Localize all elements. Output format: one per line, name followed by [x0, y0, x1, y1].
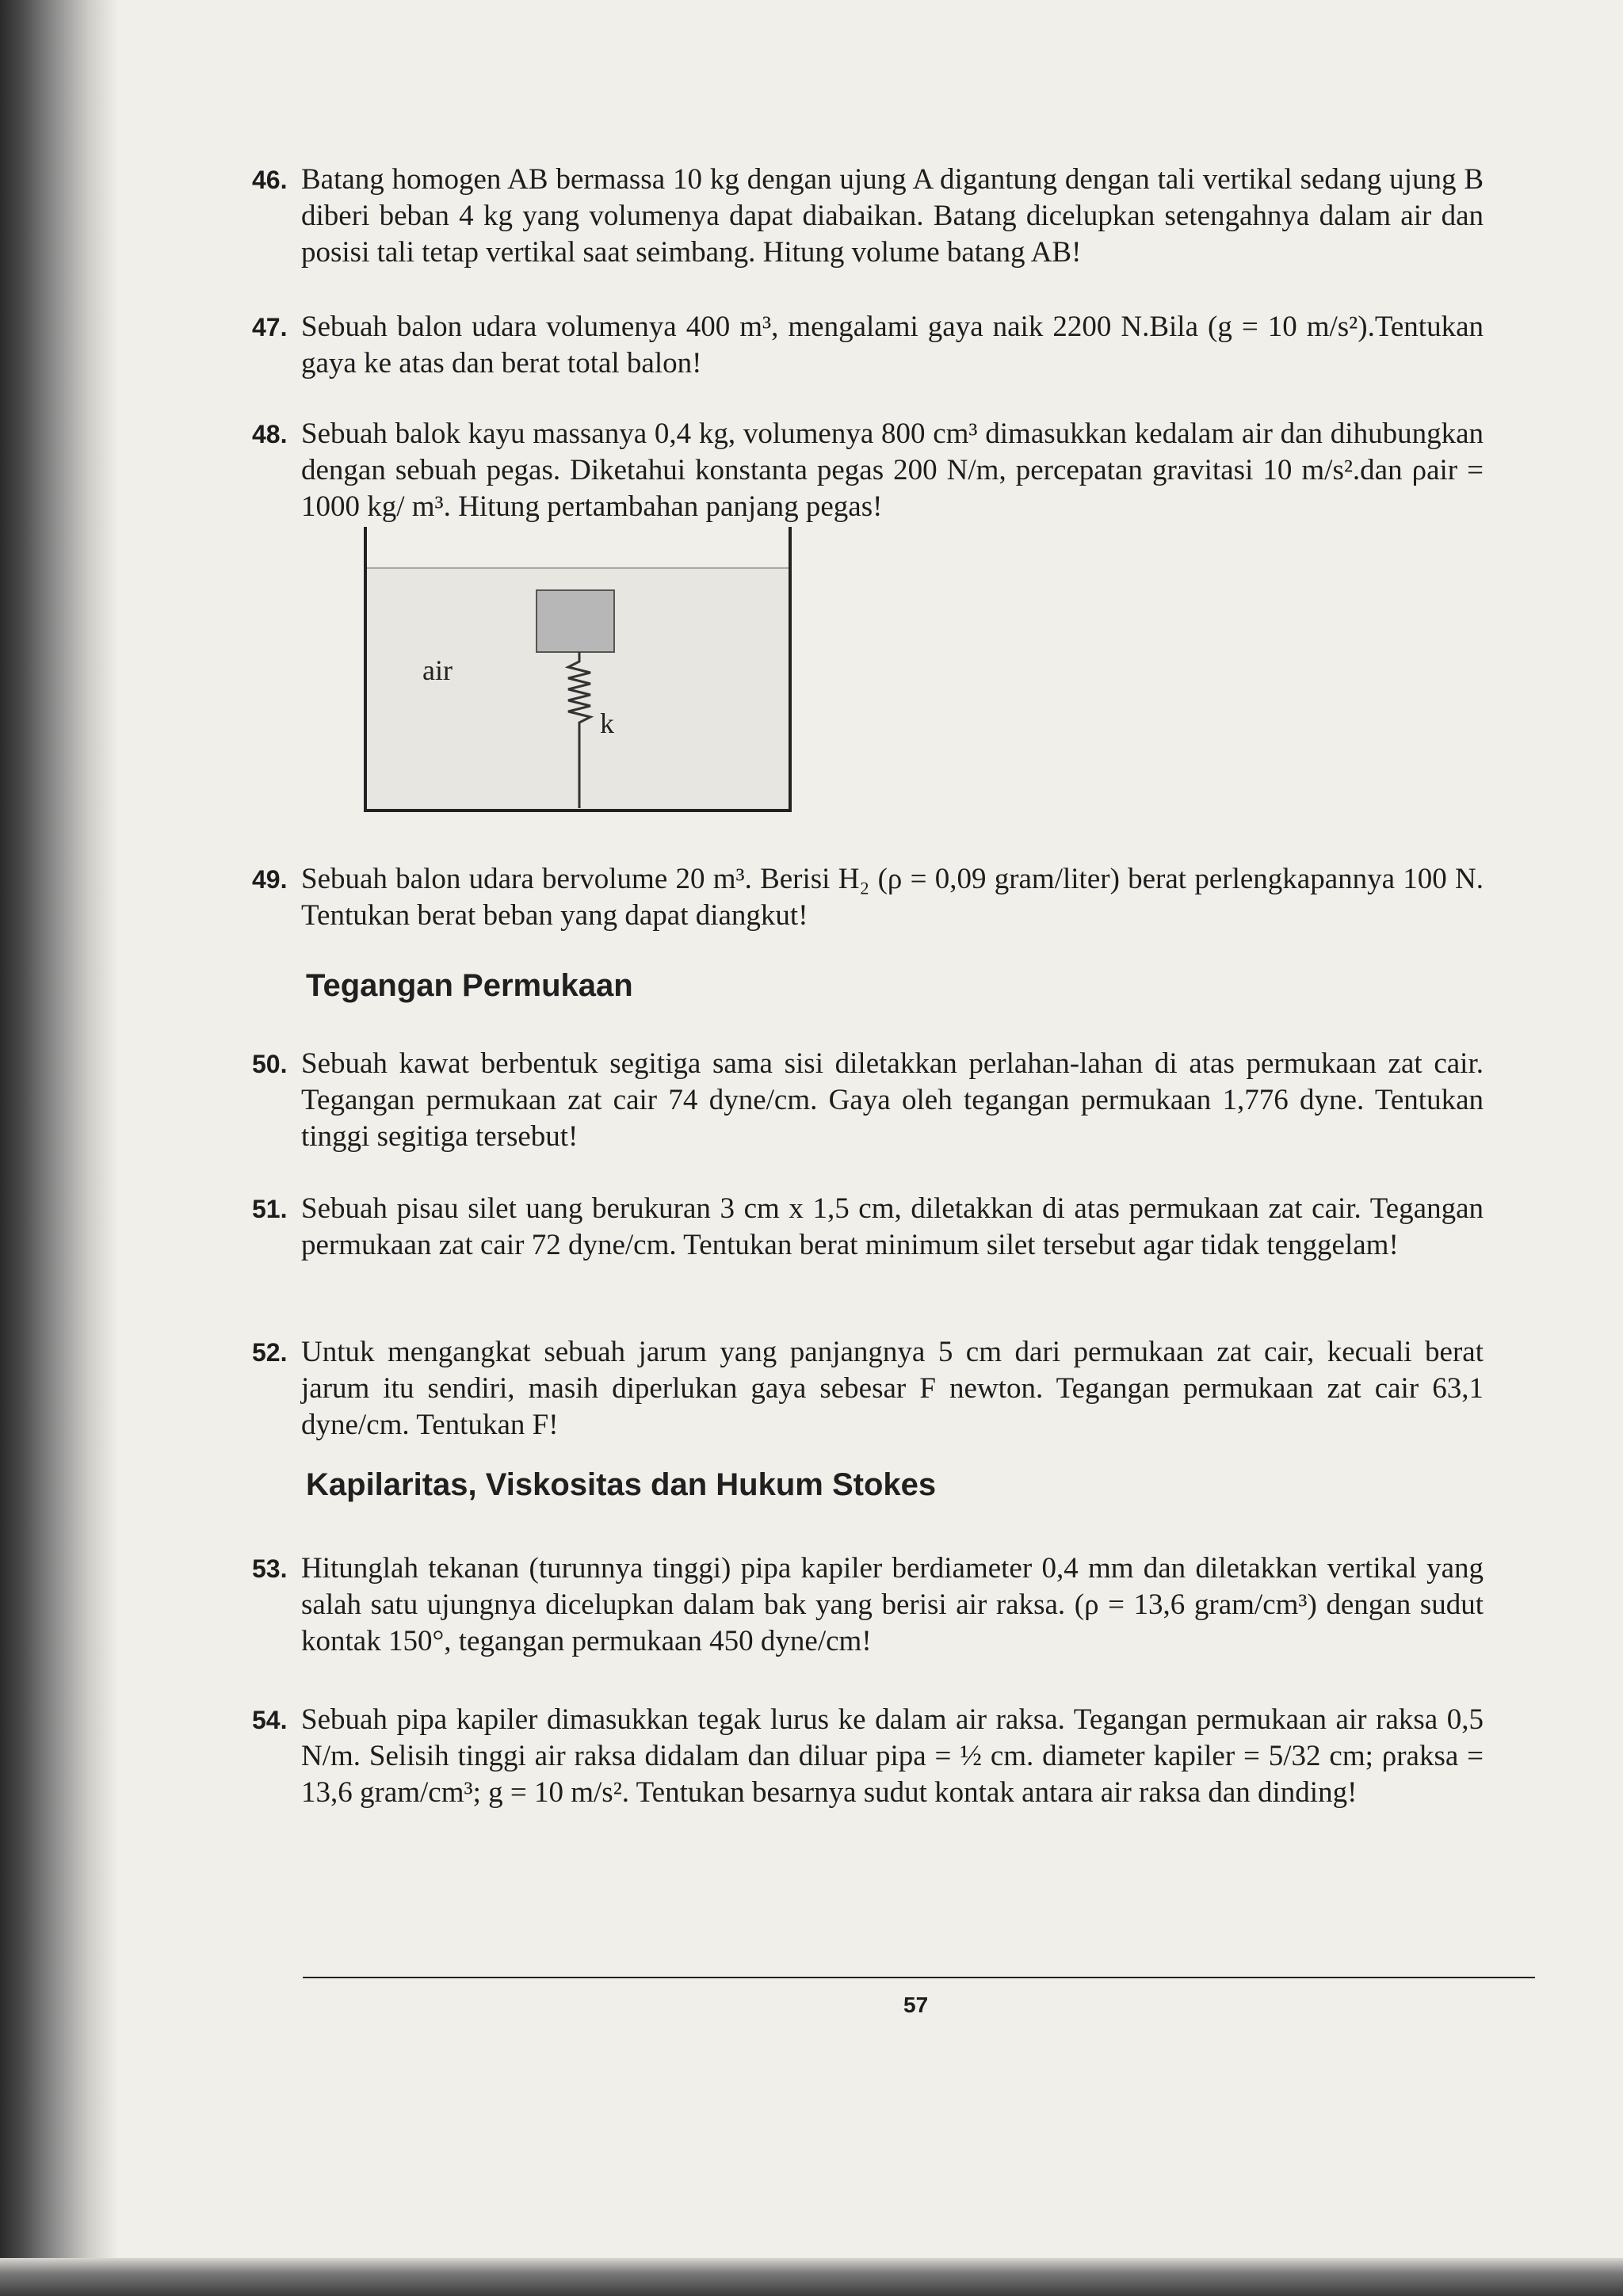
question-52 — [252, 1334, 1484, 1444]
question-number: 54. — [252, 1706, 288, 1734]
question-number: 51. — [252, 1195, 288, 1223]
question-text: Sebuah balon udara volumenya 400 m³, mengalami gaya naik 2200 N.Bila (g = 10 m/s²).Tentukan gaya ke atas dan berat total balon! — [301, 311, 1484, 379]
question-text: Sebuah balok kayu massanya 0,4 kg, volumenya 800 cm³ dimasukkan kedalam air dan dihubungkan dengan sebuah pegas. Diketahui konstanta pegas 200 N/m, percepatan gravitasi 10 m/s².dan ρair = 1000 kg/ m³. Hitung pertambahan panjang pegas! — [301, 418, 1484, 523]
scan-bottom-shadow — [0, 2258, 1623, 2296]
question-text: Untuk mengangkat sebuah jarum yang panjangnya 5 cm dari permukaan zat cair, kecuali berat jarum itu sendiri, masih diperlukan gaya sebesar F newton. Tegangan permukaan zat cair 63,1 dyne/cm. Tentukan F! — [301, 1336, 1484, 1441]
question-number: 46. — [252, 166, 288, 194]
spring-block-figure — [361, 527, 796, 816]
spring-constant-label: k — [600, 707, 614, 739]
footer-rule — [303, 1977, 1535, 1978]
section-heading-surface-tension: Tegangan Permukaan — [306, 968, 633, 1003]
question-number: 48. — [252, 420, 288, 448]
question-48 — [252, 416, 1484, 525]
question-number: 50. — [252, 1050, 288, 1078]
question-text: Sebuah balon udara bervolume 20 m³. Berisi H₂ (ρ = 0,09 gram/liter) berat perlengkapannya 100 N. Tentukan berat beban yang dapat diangkut! — [301, 863, 1484, 932]
question-text: Sebuah kawat berbentuk segitiga sama sisi diletakkan perlahan-lahan di atas permukaan zat cair. Tegangan permukaan zat cair 74 dyne/cm. Gaya oleh tegangan permukaan 1,776 dyne. Tentukan tinggi segitiga tersebut! — [301, 1047, 1484, 1153]
question-47 — [252, 309, 1484, 382]
question-54 — [252, 1702, 1484, 1811]
question-number: 47. — [252, 313, 288, 341]
question-number: 49. — [252, 865, 288, 894]
page-number: 57 — [903, 1993, 929, 2017]
wooden-block — [537, 590, 614, 652]
water-label: air — [422, 654, 453, 686]
question-53 — [252, 1550, 1484, 1660]
question-text: Batang homogen AB bermassa 10 kg dengan ujung A digantung dengan tali vertikal sedang ujung B diberi beban 4 kg yang volumenya dapat diabaikan. Batang dicelupkan setengahnya dalam air dan posisi tali tetap vertikal saat seimbang. Hitung volume batang AB! — [301, 163, 1484, 269]
question-text: Sebuah pipa kapiler dimasukkan tegak lurus ke dalam air raksa. Tegangan permukaan air raksa 0,5 N/m. Selisih tinggi air raksa didalam dan diluar pipa = ½ cm. diameter kapiler = 5/32 cm; ρraksa = 13,6 gram/cm³; g = 10 m/s². Tentukan besarnya sudut kontak antara air raksa dan dinding! — [301, 1703, 1484, 1809]
question-50 — [252, 1046, 1484, 1155]
question-number: 52. — [252, 1338, 288, 1367]
book-binding-shadow — [0, 0, 119, 2296]
question-text: Hitunglah tekanan (turunnya tinggi) pipa kapiler berdiameter 0,4 mm dan diletakkan vertikal yang salah satu ujungnya dicelupkan dalam bak yang berisi air raksa. (ρ = 13,6 gram/cm³) dengan sudut kontak 150°, tegangan permukaan 450 dyne/cm! — [301, 1552, 1484, 1657]
question-46 — [252, 162, 1484, 271]
section-heading-capillarity: Kapilaritas, Viskositas dan Hukum Stokes — [306, 1467, 937, 1502]
question-number: 53. — [252, 1554, 288, 1583]
question-text: Sebuah pisau silet uang berukuran 3 cm x 1,5 cm, diletakkan di atas permukaan zat cair. Tegangan permukaan zat cair 72 dyne/cm. Tentukan berat minimum silet tersebut agar tidak tenggelam! — [301, 1192, 1484, 1261]
question-49 — [252, 861, 1484, 934]
question-51 — [252, 1191, 1484, 1264]
